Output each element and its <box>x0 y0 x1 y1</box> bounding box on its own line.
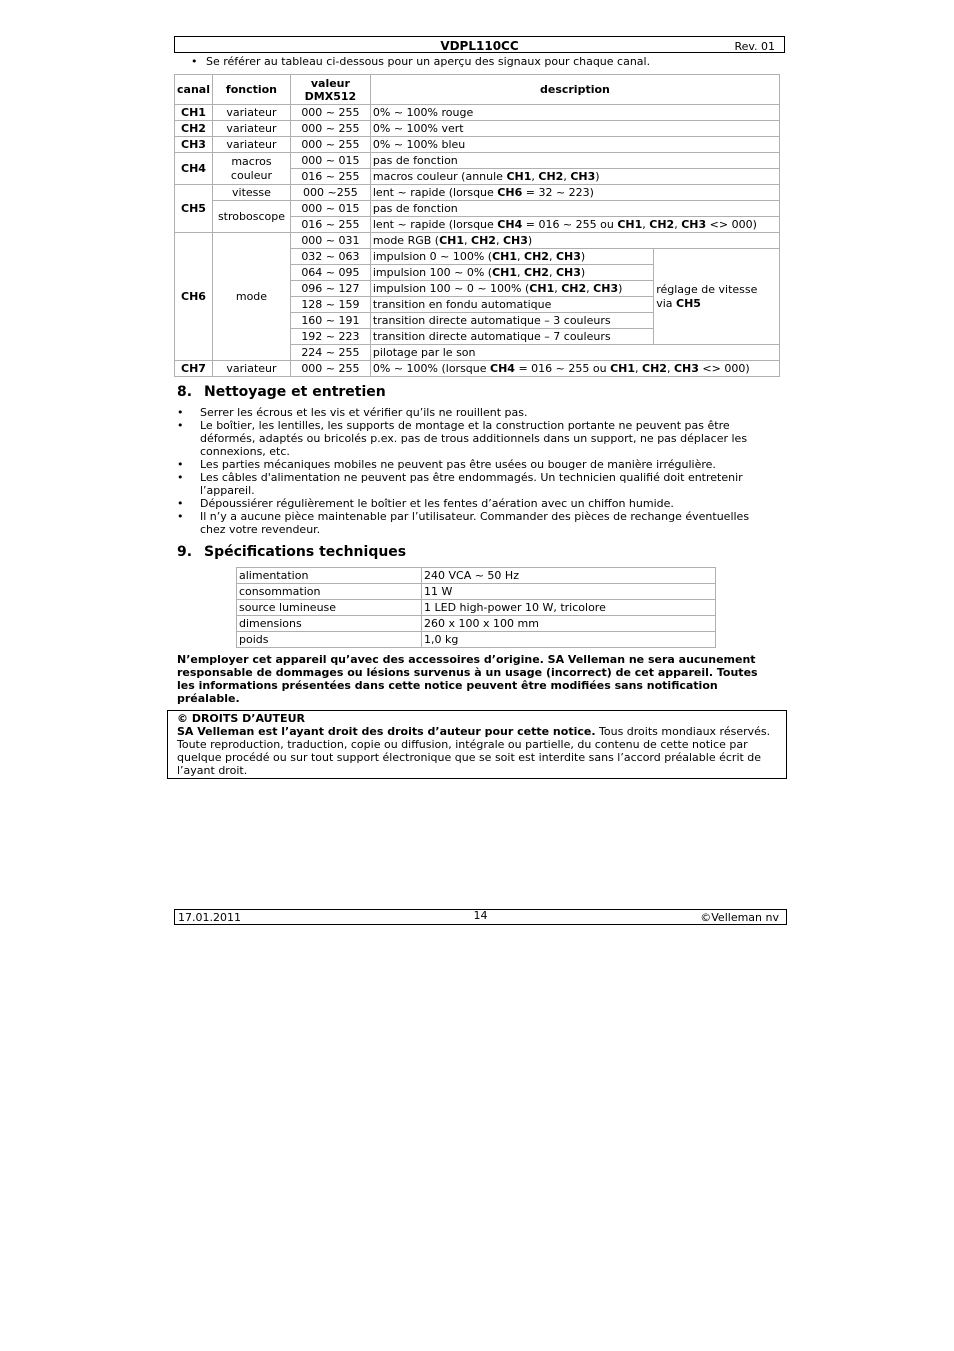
revision: Rev. 01 <box>734 40 775 53</box>
function-cell: vitesse <box>212 185 290 201</box>
table-row <box>175 201 780 217</box>
copyright-title: © DROITS D’AUTEUR <box>177 712 305 725</box>
description-cell: 0% ~ 100% (lorsque CH4 = 016 ~ 255 ou CH1, CH2, CH3 <> 000) <box>370 361 779 377</box>
channel-cell: CH2 <box>175 121 213 137</box>
table-row <box>175 137 780 153</box>
description-cell: 0% ~ 100% rouge <box>370 105 779 121</box>
spec-table <box>236 567 716 648</box>
speed-note-cell: réglage de vitesse via CH5 <box>654 249 780 345</box>
function-cell: macros couleur <box>212 153 290 185</box>
spec-value: 11 W <box>422 584 716 600</box>
page-number: 14 <box>473 909 488 922</box>
value-cell: 032 ~ 063 <box>290 249 370 265</box>
value-cell: 000 ~ 255 <box>290 137 370 153</box>
description-cell: 0% ~ 100% vert <box>370 121 779 137</box>
copyright-box <box>167 710 787 779</box>
list-item: • Les parties mécaniques mobiles ne peuvent pas être usées ou bouger de manière irrégulière. <box>175 458 775 471</box>
table-row <box>237 616 716 632</box>
channel-cell: CH4 <box>175 153 213 185</box>
value-cell: 096 ~ 127 <box>290 281 370 297</box>
table-row <box>237 584 716 600</box>
value-cell: 016 ~ 255 <box>290 217 370 233</box>
spec-key: consommation <box>237 584 422 600</box>
description-cell: impulsion 100 ~ 0% (CH1, CH2, CH3) <box>370 265 653 281</box>
channel-cell: CH7 <box>175 361 213 377</box>
spec-key: alimentation <box>237 568 422 584</box>
value-cell: 064 ~ 095 <box>290 265 370 281</box>
description-cell: lent ~ rapide (lorsque CH6 = 32 ~ 223) <box>370 185 779 201</box>
value-cell: 160 ~ 191 <box>290 313 370 329</box>
table-row <box>175 185 780 201</box>
function-cell: variateur <box>212 121 290 137</box>
table-row <box>237 600 716 616</box>
page-header <box>174 36 785 53</box>
description-cell: lent ~ rapide (lorsque CH4 = 016 ~ 255 ou CH1, CH2, CH3 <> 000) <box>370 217 779 233</box>
spec-key: dimensions <box>237 616 422 632</box>
function-cell: mode <box>212 233 290 361</box>
description-cell: impulsion 0 ~ 100% (CH1, CH2, CH3) <box>370 249 653 265</box>
dmx-channel-table <box>174 74 780 377</box>
function-cell: stroboscope <box>212 201 290 233</box>
description-cell: pilotage par le son <box>370 345 779 361</box>
col-valeur: valeur DMX512 <box>290 75 370 105</box>
value-cell: 000 ~ 015 <box>290 201 370 217</box>
channel-cell: CH3 <box>175 137 213 153</box>
description-cell: transition directe automatique – 3 couleurs <box>370 313 653 329</box>
value-cell: 000 ~ 015 <box>290 153 370 169</box>
intro-text: Se référer au tableau ci-dessous pour un aperçu des signaux pour chaque canal. <box>206 55 651 68</box>
list-item: • Serrer les écrous et les vis et vérifier qu’ils ne rouillent pas. <box>175 406 775 419</box>
value-cell: 128 ~ 159 <box>290 297 370 313</box>
table-row <box>175 121 780 137</box>
spec-value: 240 VCA ~ 50 Hz <box>422 568 716 584</box>
channel-cell: CH5 <box>175 185 213 233</box>
description-cell: transition directe automatique – 7 couleurs <box>370 329 653 345</box>
value-cell: 016 ~ 255 <box>290 169 370 185</box>
description-cell: impulsion 100 ~ 0 ~ 100% (CH1, CH2, CH3) <box>370 281 653 297</box>
section-9-heading: 9. Spécifications techniques <box>177 544 407 560</box>
spec-value: 260 x 100 x 100 mm <box>422 616 716 632</box>
description-cell: pas de fonction <box>370 201 779 217</box>
intro-bullet <box>191 55 650 68</box>
table-row <box>237 568 716 584</box>
function-cell: variateur <box>212 361 290 377</box>
footer-date: 17.01.2011 <box>178 911 241 924</box>
table-header-row <box>175 75 780 105</box>
warning-paragraph: N’employer cet appareil qu’avec des accessoires d’origine. SA Velleman ne sera aucunement responsable de dommages ou lésions survenus à un usage (incorrect) de cet appareil. Toutes les informations présentées dans cette notice peuvent être modifiées sans notification préalable. <box>177 653 758 705</box>
table-row <box>237 632 716 648</box>
list-item: • Le boîtier, les lentilles, les supports de montage et la construction portante ne peuvent pas être déformés, adaptés ou bricolés p.ex. pas de trous additionnels dans un support, ne pas déplacer les connexions, etc. <box>175 419 775 458</box>
col-description: description <box>370 75 779 105</box>
spec-value: 1 LED high-power 10 W, tricolore <box>422 600 716 616</box>
function-cell: variateur <box>212 137 290 153</box>
footer-company: ©Velleman nv <box>700 911 779 924</box>
value-cell: 224 ~ 255 <box>290 345 370 361</box>
table-row <box>175 105 780 121</box>
maintenance-list <box>175 406 775 536</box>
value-cell: 000 ~ 255 <box>290 105 370 121</box>
list-item: • Les câbles d'alimentation ne peuvent pas être endommagés. Un technicien qualifié doit entretenir l’appareil. <box>175 471 775 497</box>
spec-key: source lumineuse <box>237 600 422 616</box>
description-cell: 0% ~ 100% bleu <box>370 137 779 153</box>
table-row <box>175 233 780 249</box>
channel-cell: CH6 <box>175 233 213 361</box>
list-item: • Dépoussiérer régulièrement le boîtier et les fentes d’aération avec un chiffon humide. <box>175 497 775 510</box>
spec-value: 1,0 kg <box>422 632 716 648</box>
description-cell: macros couleur (annule CH1, CH2, CH3) <box>370 169 779 185</box>
value-cell: 000 ~ 255 <box>290 121 370 137</box>
description-cell: mode RGB (CH1, CH2, CH3) <box>370 233 779 249</box>
model-name: VDPL110CC <box>440 39 519 53</box>
table-row <box>175 153 780 169</box>
value-cell: 000 ~ 031 <box>290 233 370 249</box>
bullet-icon: • <box>191 55 198 68</box>
description-cell: pas de fonction <box>370 153 779 169</box>
spec-key: poids <box>237 632 422 648</box>
list-item: • Il n’y a aucune pièce maintenable par l’utilisateur. Commander des pièces de rechange éventuelles chez votre revendeur. <box>175 510 775 536</box>
copyright-text: SA Velleman est l’ayant droit des droits d’auteur pour cette notice. Tous droits mondiaux réservés. Toute reproduction, traduction, copie ou diffusion, intégrale ou partielle, du contenu de cette notice par quelque procédé ou sur tout support électronique que se soit est interdite sans l’accord préalable écrit de l’ayant droit. <box>177 725 771 777</box>
channel-cell: CH1 <box>175 105 213 121</box>
function-cell: variateur <box>212 105 290 121</box>
col-canal: canal <box>175 75 213 105</box>
section-8-heading: 8. Nettoyage et entretien <box>177 384 386 400</box>
value-cell: 192 ~ 223 <box>290 329 370 345</box>
table-row <box>175 361 780 377</box>
description-cell: transition en fondu automatique <box>370 297 653 313</box>
value-cell: 000 ~ 255 <box>290 361 370 377</box>
page-footer <box>174 909 787 925</box>
col-fonction: fonction <box>212 75 290 105</box>
value-cell: 000 ~255 <box>290 185 370 201</box>
